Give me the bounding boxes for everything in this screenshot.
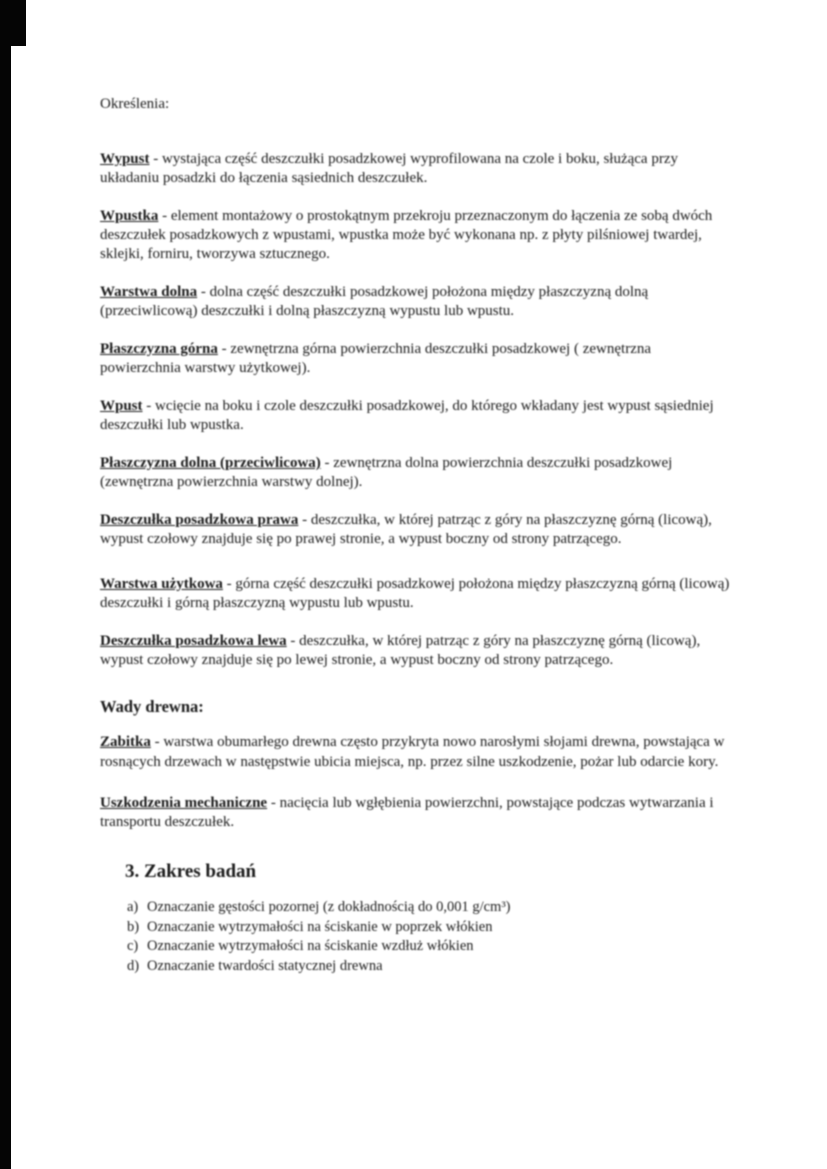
defect-uszkodzenia-mechaniczne (100, 794, 734, 832)
list-item-text: Oznaczanie wytrzymałości na ściskanie w poprzek włókien (147, 918, 493, 935)
defect-term: Zabitka (100, 734, 151, 750)
definition-plaszczyzna-gorna (100, 340, 734, 378)
list-item (127, 898, 734, 918)
list-item-marker: b) (127, 918, 140, 935)
document-page (100, 95, 734, 976)
list-item-text: Oznaczanie twardości statycznej drewna (147, 957, 383, 974)
definition-deszczulka-prawa (100, 511, 734, 549)
heading-definitions: Określenia: (100, 96, 170, 112)
definition-term: Deszczułka posadzkowa lewa (100, 633, 287, 649)
definition-text: - zewnętrzna dolna powierzchnia deszczułki posadzkowej (zewnętrzna powierzchnia warstwy dolnej). (100, 455, 673, 490)
definition-text: - wystająca część deszczułki posadzkowej wyprofilowana na czole i boku, służąca przy układaniu posadzki do łączenia sąsiednich deszczułek. (100, 151, 678, 186)
heading-wood-defects: Wady drewna: (100, 697, 204, 716)
definition-text: - dolna część deszczułki posadzkowej położona między płaszczyzną dolną (przeciwlicową) deszczułki i dolną płaszczyzną wypustu lub wpustu. (100, 284, 649, 319)
scan-edge-artifact (0, 0, 11, 1169)
definition-text: - górna część deszczułki posadzkowej położona między płaszczyzną górną (licową) deszczułki i górną płaszczyzną wypustu lub wpustu. (100, 576, 730, 611)
definition-text: - element montażowy o prostokątnym przekroju przeznaczonym do łączenia ze sobą dwóch deszczułek posadzkowych z wpustami, wpustka może być wykonana np. z płyty pilśniowej twardej, sklejki, forniru, tworzywa sztucznego. (100, 208, 713, 262)
definition-wpustka (100, 207, 734, 264)
list-item-text: Oznaczanie wytrzymałości na ściskanie wzdłuż włókien (147, 938, 474, 954)
definition-term: Warstwa użytkowa (100, 576, 223, 592)
definition-term: Wypust (100, 151, 150, 167)
definition-text: - deszczułka, w której patrząc z góry na płaszczyznę górną (licową), wypust czołowy znajduje się po prawej stronie, a wypust boczny od strony patrzącego. (100, 512, 712, 547)
definition-plaszczyzna-dolna (100, 454, 734, 492)
definition-warstwa-dolna (100, 283, 734, 321)
definition-term: Płaszczyzna dolna (przeciwlicowa) (100, 455, 321, 471)
definition-term: Wpustka (100, 208, 159, 224)
list-item-marker: a) (127, 899, 139, 915)
list-item-text: Oznaczanie gęstości pozornej (z dokładnością do 0,001 g/cm³) (147, 899, 511, 915)
heading-test-scope: 3. Zakres badań (125, 861, 257, 882)
definition-text: - zewnętrzna górna powierzchnia deszczułki posadzkowej ( zewnętrzna powierzchnia warstwy użytkowej). (100, 341, 652, 376)
defect-text: - nacięcia lub wgłębienia powierzchni, powstające podczas wytwarzania i transportu deszczułek. (100, 795, 714, 830)
list-item (127, 957, 734, 977)
scan-corner-artifact (0, 0, 26, 46)
definition-term: Deszczułka posadzkowa prawa (100, 512, 299, 528)
definition-deszczulka-lewa (100, 632, 734, 670)
definition-text: - deszczułka, w której patrząc z góry na płaszczyznę górną (licową), wypust czołowy znajduje się po lewej stronie, a wypust boczny od strony patrzącego. (100, 633, 701, 668)
definition-term: Wpust (100, 398, 143, 414)
list-item-marker: d) (127, 957, 140, 974)
definition-text: - wcięcie na boku i czole deszczułki posadzkowej, do którego wkładany jest wypust sąsiedniej deszczułki lub wpustka. (100, 398, 714, 433)
definition-term: Warstwa dolna (100, 284, 198, 300)
defect-term: Uszkodzenia mechaniczne (100, 795, 268, 811)
tests-list (127, 898, 734, 976)
definition-term: Płaszczyzna górna (100, 341, 218, 357)
list-item (127, 918, 734, 938)
defect-zabitka (100, 732, 734, 772)
definition-wpust (100, 397, 734, 435)
definition-wypust (100, 150, 734, 188)
list-item (127, 937, 734, 957)
defect-text: - warstwa obumarłego drewna często przykryta nowo narosłymi słojami drewna, powstająca w rosnących drzewach w następstwie ubicia miejsca, np. przez silne uszkodzenie, pożar lub odarcie kory. (100, 734, 725, 770)
list-item-marker: c) (127, 938, 139, 954)
definition-warstwa-uzytkowa (100, 575, 734, 613)
